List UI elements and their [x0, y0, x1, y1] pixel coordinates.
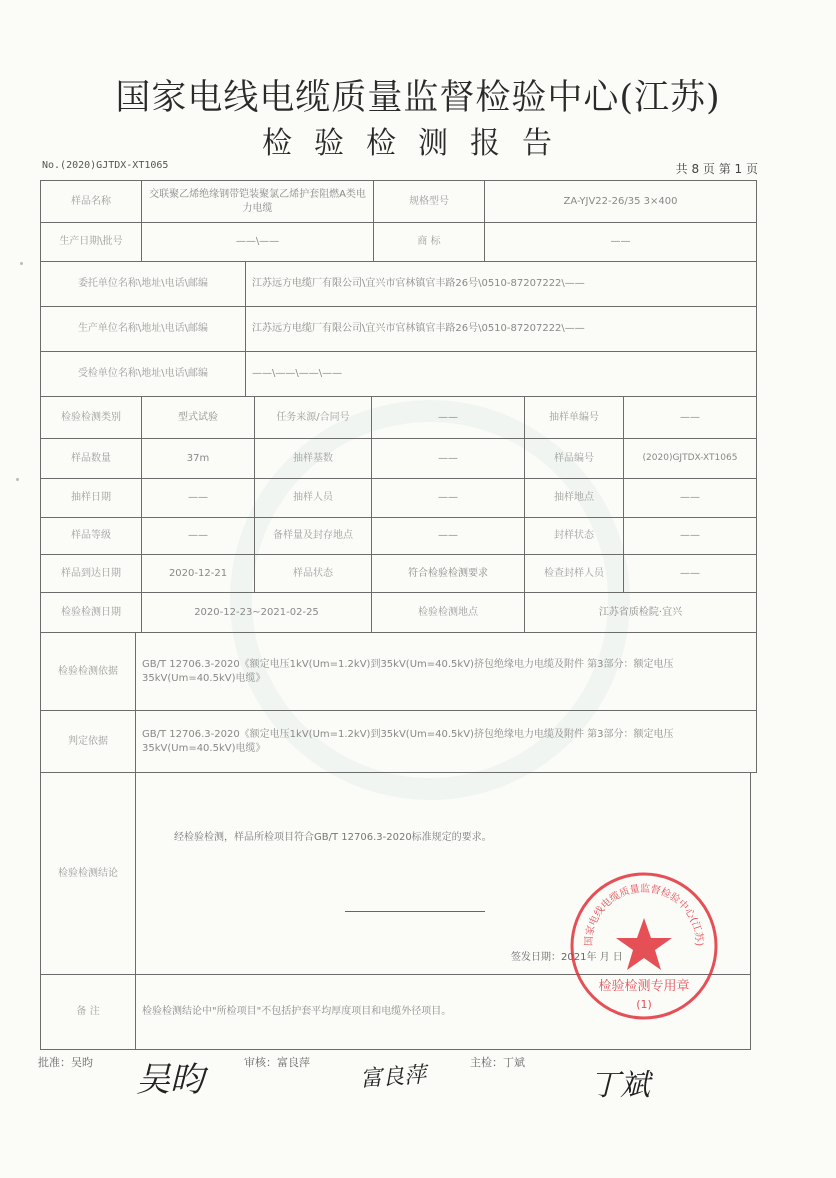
client-value: 江苏远方电缆厂有限公司\宜兴市官林镇官丰路26号\0510-87207222\——	[245, 261, 757, 307]
sampling-date-label: 抽样日期	[40, 478, 142, 518]
arrival-date-value: 2020-12-21	[141, 554, 255, 593]
model-value: ZA-YJV22-26/35 3×400	[484, 180, 757, 223]
client-label: 委托单位名称\地址\电话\邮编	[40, 261, 246, 307]
criteria-label: 判定依据	[40, 710, 136, 773]
seal-label: 检验检测专用章	[598, 979, 690, 994]
grade-label: 样品等级	[40, 517, 142, 555]
sealer-value: ——	[623, 554, 757, 593]
scan-speck	[16, 478, 19, 481]
task-source-value: ——	[371, 396, 525, 439]
sampling-place-label: 抽样地点	[524, 478, 624, 518]
production-date-label: 生产日期\批号	[40, 222, 142, 262]
quantity-value: 37m	[141, 438, 255, 479]
seal-state-value: ——	[623, 517, 757, 555]
issue-date: 签发日期：2021年 月 日	[511, 952, 623, 963]
sampling-base-label: 抽样基数	[254, 438, 372, 479]
seal-state-label: 封样状态	[524, 517, 624, 555]
conclusion-divider	[345, 911, 485, 912]
arrival-date-label: 样品到达日期	[40, 554, 142, 593]
sample-no-label: 样品编号	[524, 438, 624, 479]
report-number: No.(2020)GJTDX-XT1065	[42, 160, 169, 171]
remark-value: 检验检测结论中"所检项目"不包括护套平均厚度项目和电缆外径项目。	[135, 974, 751, 1050]
approver-label: 批准：吴昀	[38, 1056, 93, 1069]
reviewer-label: 审核：富良萍	[244, 1056, 310, 1069]
inspected-unit-value: ——\——\——\——	[245, 351, 757, 397]
test-place-label: 检验检测地点	[371, 592, 525, 633]
sampler-label: 抽样人员	[254, 478, 372, 518]
scan-speck	[20, 262, 23, 265]
test-date-value: 2020-12-23~2021-02-25	[141, 592, 372, 633]
sampling-base-value: ——	[371, 438, 525, 479]
sample-state-label: 样品状态	[254, 554, 372, 593]
sampling-place-value: ——	[623, 478, 757, 518]
sampling-no-label: 抽样单编号	[524, 396, 624, 439]
report-title: 检验检测报告	[262, 126, 574, 161]
inspected-unit-label: 受检单位名称\地址\电话\邮编	[40, 351, 246, 397]
test-type-label: 检验检测类别	[40, 396, 142, 439]
production-date-value: ——\——	[141, 222, 374, 262]
sampling-date-value: ——	[141, 478, 255, 518]
reviewer-signature: 富良萍	[359, 1062, 427, 1093]
sample-name-label: 样品名称	[40, 180, 142, 223]
seal-star-icon	[616, 918, 672, 970]
basis-label: 检验检测依据	[40, 632, 136, 711]
quantity-label: 样品数量	[40, 438, 142, 479]
model-label: 规格型号	[373, 180, 485, 223]
grade-value: ——	[141, 517, 255, 555]
reserve-label: 备样量及封存地点	[254, 517, 372, 555]
test-date-label: 检验检测日期	[40, 592, 142, 633]
report-institution-title: 国家电线电缆质量监督检验中心(江苏)	[115, 78, 721, 118]
manufacturer-label: 生产单位名称\地址\电话\邮编	[40, 306, 246, 352]
manufacturer-value: 江苏远方电缆厂有限公司\宜兴市官林镇官丰路26号\0510-87207222\——	[245, 306, 757, 352]
official-seal	[568, 870, 720, 1022]
seal-number: (1)	[636, 998, 652, 1011]
remark-label: 备 注	[40, 974, 136, 1050]
inspector-signature: 丁斌	[590, 1068, 650, 1103]
seal-arc-text: 国家电线电缆质量监督检验中心(江苏)	[583, 883, 705, 947]
basis-value: GB/T 12706.3-2020《额定电压1kV(Um=1.2kV)到35kV(Um=40.5kV)挤包绝缘电力电缆及附件 第3部分：额定电压35kV(Um=40.5kV)电缆》	[135, 632, 757, 711]
sampling-no-value: ——	[623, 396, 757, 439]
sealer-label: 检查封样人员	[524, 554, 624, 593]
sample-no-value: (2020)GJTDX-XT1065	[623, 438, 757, 479]
sample-state-value: 符合检验检测要求	[371, 554, 525, 593]
reserve-value: ——	[371, 517, 525, 555]
sample-name-value: 交联聚乙烯绝缘钢带铠装聚氯乙烯护套阻燃A类电力电缆	[141, 180, 374, 223]
page-indicator: 共 8 页 第 1 页	[675, 162, 758, 176]
criteria-value: GB/T 12706.3-2020《额定电压1kV(Um=1.2kV)到35kV(Um=40.5kV)挤包绝缘电力电缆及附件 第3部分：额定电压35kV(Um=40.5kV)电缆》	[135, 710, 757, 773]
sampler-value: ——	[371, 478, 525, 518]
conclusion-label: 检验检测结论	[40, 772, 136, 975]
approver-signature: 吴昀	[136, 1060, 204, 1100]
trademark-value: ——	[484, 222, 757, 262]
inspector-label: 主检：丁斌	[470, 1056, 525, 1069]
test-place-value: 江苏省质检院·宜兴	[524, 592, 757, 633]
task-source-label: 任务来源/合同号	[254, 396, 372, 439]
conclusion-text: 经检验检测，样品所检项目符合GB/T 12706.3-2020标准规定的要求。	[174, 832, 492, 843]
test-type-value: 型式试验	[141, 396, 255, 439]
trademark-label: 商 标	[373, 222, 485, 262]
